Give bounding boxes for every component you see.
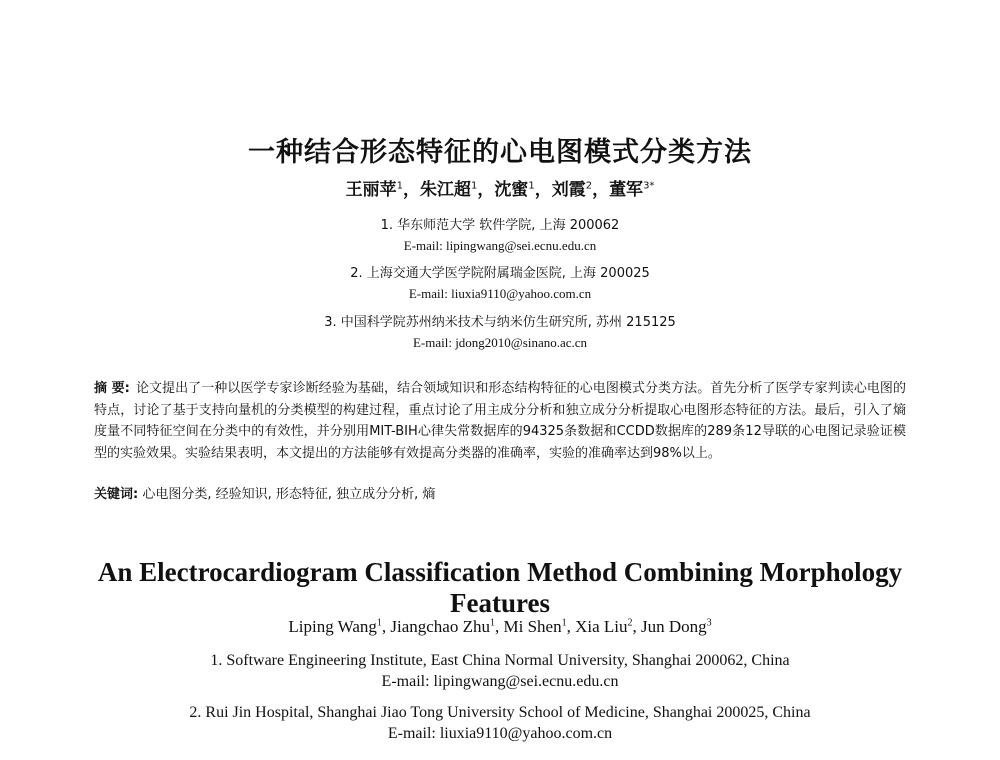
author-affiliation-mark: 3 xyxy=(706,617,712,629)
affiliation-cn-3 xyxy=(0,313,1000,353)
author-name: Liping Wang xyxy=(288,617,377,636)
affiliation-org: 3. 中国科学院苏州纳米技术与纳米仿生研究所, 苏州 215125 xyxy=(324,315,676,330)
abstract-chinese xyxy=(94,378,906,464)
author-name: Mi Shen xyxy=(503,617,562,636)
author-separator: ， xyxy=(592,180,610,200)
affiliation-email: E-mail: lipingwang@sei.ecnu.edu.cn xyxy=(381,673,619,690)
affiliation-org: 1. 华东师范大学 软件学院, 上海 200062 xyxy=(380,218,620,233)
author-affiliation-mark: 1 xyxy=(470,180,478,192)
author-separator: ， xyxy=(477,180,495,200)
affiliation-email: E-mail: jdong2010@sinano.ac.cn xyxy=(412,335,588,350)
keywords-chinese xyxy=(94,485,906,505)
author-name: 沈蜜 xyxy=(494,180,529,200)
author-affiliation-mark: 1 xyxy=(376,617,382,629)
affiliation-cn-2 xyxy=(0,264,1000,304)
author-name: Jiangchao Zhu xyxy=(390,617,490,636)
author-affiliation-mark: 1 xyxy=(489,617,495,629)
author-name: 朱江超 xyxy=(419,180,471,200)
author-separator: , xyxy=(381,617,391,636)
affiliation-email: E-mail: liuxia9110@yahoo.com.cn xyxy=(387,725,613,742)
author-affiliation-mark: 1 xyxy=(528,180,535,192)
author-separator: , xyxy=(632,617,641,636)
author-affiliation-mark: 2 xyxy=(627,617,633,629)
affiliation-cn-1 xyxy=(0,216,1000,256)
author-separator: , xyxy=(494,617,504,636)
paper-title-chinese: 一种结合形态特征的心电图模式分类方法 xyxy=(248,137,752,169)
affiliation-org: 2. 上海交通大学医学院附属瑞金医院, 上海 200025 xyxy=(350,266,650,281)
abstract-label: 摘 要: xyxy=(94,381,130,396)
author-affiliation-mark: 3* xyxy=(643,180,655,192)
author-name: 董军 xyxy=(609,180,644,200)
affiliation-org: 2. Rui Jin Hospital, Shanghai Jiao Tong University School of Medicine, Shanghai 200025, China xyxy=(189,704,811,721)
author-name: Jun Dong xyxy=(640,617,707,636)
author-affiliation-mark: 2 xyxy=(585,180,593,192)
author-separator: ， xyxy=(402,180,420,200)
author-affiliation-mark: 1 xyxy=(561,617,567,629)
author-list-english xyxy=(0,617,1000,637)
author-separator: , xyxy=(566,617,576,636)
abstract-text: 论文提出了一种以医学专家诊断经验为基础，结合领域知识和形态结构特征的心电图模式分类方法。首先分析了医学专家判读心电图的特点，讨论了基于支持向量机的分类模型的构建过程，重点讨论了用主成分分析和独立成分分析提取心电图形态特征的方法。最后，引入了熵度量不同特征空间在分类中的有效性，并分别用MIT-BIH心律失常数据库的94325条数据和CCDD数据库的289条12导联的心电图记录验证模型的实验效果。实验结果表明，本文提出的方法能够有效提高分类器的准确率，实验的准确率达到98%以上。 xyxy=(94,381,906,461)
affiliation-email: E-mail: liuxia9110@yahoo.com.cn xyxy=(408,286,592,301)
author-affiliation-mark: 1 xyxy=(396,180,403,192)
author-name: Xia Liu xyxy=(575,617,628,636)
affiliation-en-1 xyxy=(0,650,1000,692)
author-list-chinese xyxy=(0,175,1000,200)
keywords-text: 心电图分类, 经验知识, 形态特征, 独立成分分析, 熵 xyxy=(142,487,436,502)
affiliation-en-2 xyxy=(0,702,1000,744)
affiliation-org: 1. Software Engineering Institute, East China Normal University, Shanghai 200062, China xyxy=(210,652,790,669)
keywords-label: 关键词: xyxy=(94,487,139,502)
author-name: 王丽苹 xyxy=(345,180,397,200)
paper-title-english: An Electrocardiogram Classification Method Combining Morphology Features xyxy=(97,557,903,619)
author-separator: ， xyxy=(534,180,552,200)
affiliation-email: E-mail: lipingwang@sei.ecnu.edu.cn xyxy=(403,238,597,253)
author-name: 刘霞 xyxy=(551,180,586,200)
